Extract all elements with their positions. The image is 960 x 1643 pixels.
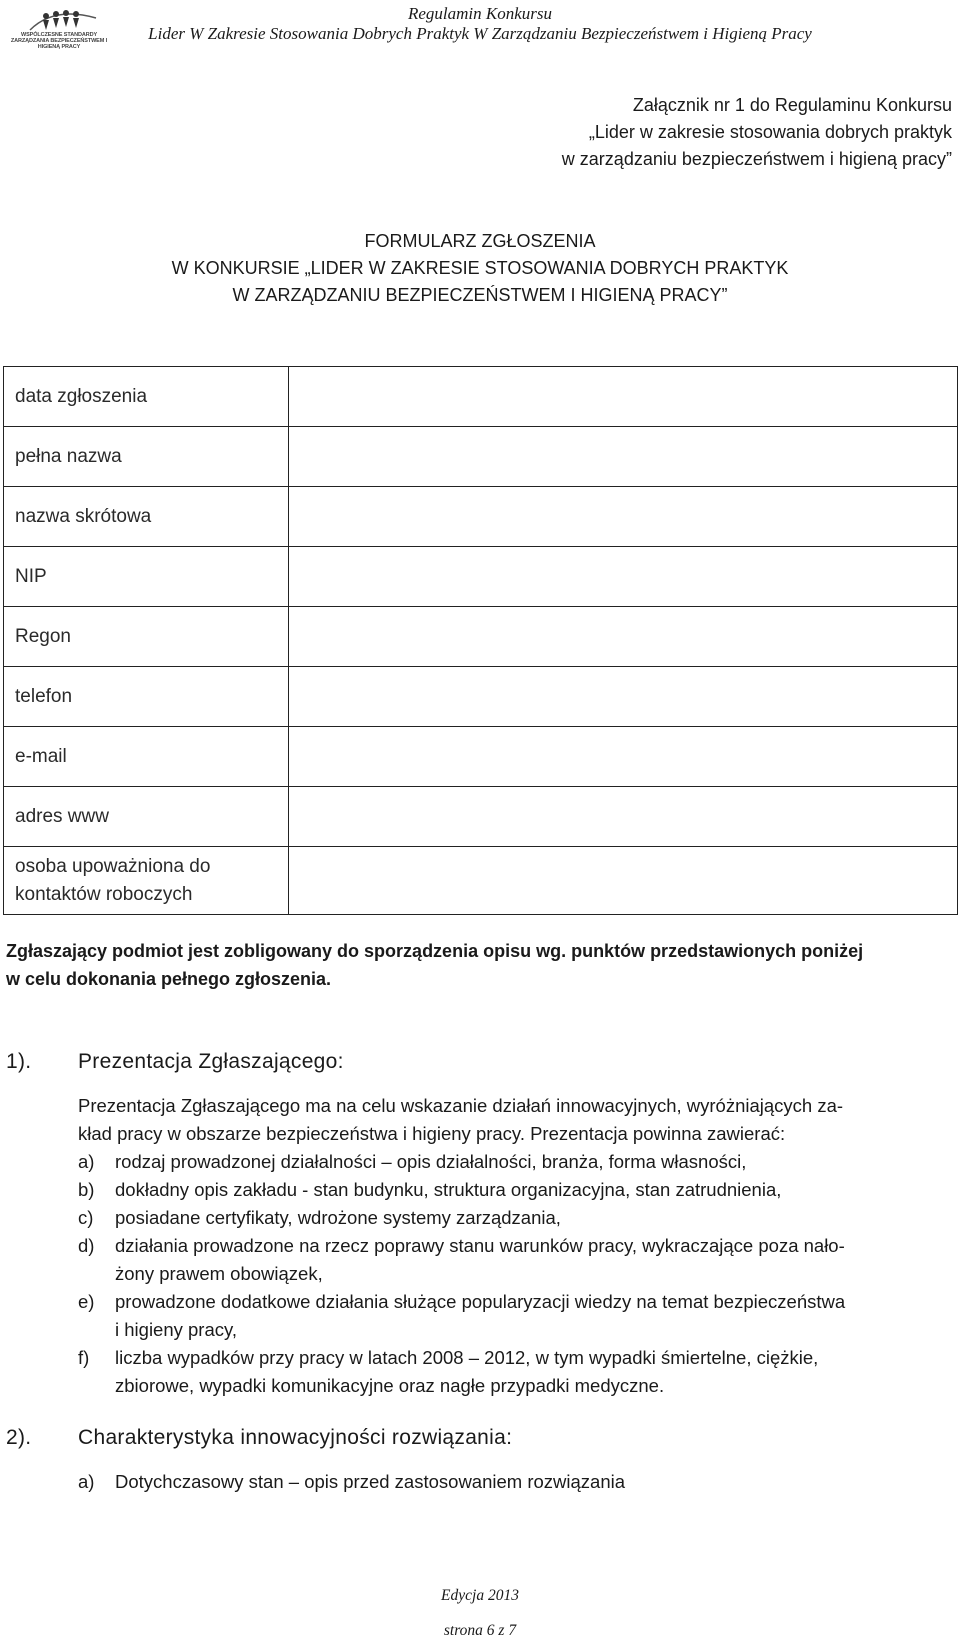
list-item (78, 1148, 948, 1176)
footer-page-number: strona 6 z 7 (443, 1622, 517, 1639)
field-nazwa-skrotowa[interactable] (289, 487, 958, 547)
field-email[interactable] (289, 727, 958, 787)
application-form-table (3, 366, 958, 915)
section-1-heading (6, 1050, 344, 1074)
list-marker: d) (78, 1235, 95, 1256)
attachment-line: „Lider w zakresie stosowania dobrych praktyk (588, 122, 952, 142)
list-marker: a) (78, 1151, 95, 1172)
list-text-continuation: zbiorowe, wypadki komunikacyjne oraz nagłe przypadki medyczne. (115, 1375, 665, 1396)
label-nazwa-skrotowa: nazwa skrótowa (4, 487, 289, 547)
form-title-line: FORMULARZ ZGŁOSZENIA (364, 231, 596, 251)
label-pelna-nazwa: pełna nazwa (4, 427, 289, 487)
field-data-zgloszenia[interactable] (289, 367, 958, 427)
section-1-intro (78, 1092, 948, 1148)
label-data-zgloszenia: data zgłoszenia (4, 367, 289, 427)
list-item (78, 1232, 948, 1288)
list-text: działania prowadzone na rzecz poprawy stanu warunków pracy, wykraczające poza nało- (115, 1235, 845, 1256)
list-text-continuation: i higieny pracy, (115, 1319, 238, 1340)
label-line: osoba upoważniona do (15, 855, 211, 877)
list-item (78, 1344, 948, 1400)
table-row (4, 727, 958, 787)
list-item (78, 1204, 948, 1232)
list-text: liczba wypadków przy pracy w latach 2008 – 2012, w tym wypadki śmiertelne, ciężkie, (115, 1347, 819, 1368)
list-item (78, 1176, 948, 1204)
label-adres-www: adres www (4, 787, 289, 847)
attachment-note (452, 92, 952, 173)
section-number: 1). (6, 1050, 32, 1073)
field-pelna-nazwa[interactable] (289, 427, 958, 487)
label-email: e-mail (4, 727, 289, 787)
list-text: prowadzone dodatkowe działania służące popularyzacji wiedzy na temat bezpieczeństwa (115, 1291, 846, 1312)
section-number: 2). (6, 1426, 32, 1449)
instruction-note (6, 937, 956, 993)
list-text: dokładny opis zakładu - stan budynku, struktura organizacyjna, stan zatrudnienia, (115, 1179, 782, 1200)
form-title-line: W KONKURSIE „LIDER W ZAKRESIE STOSOWANIA DOBRYCH PRAKTYK (171, 258, 789, 278)
table-row (4, 427, 958, 487)
label-telefon: telefon (4, 667, 289, 727)
section-2-heading (6, 1426, 512, 1450)
list-marker: c) (78, 1207, 94, 1228)
section-title: Prezentacja Zgłaszającego: (78, 1050, 344, 1073)
field-osoba-upowazniona[interactable] (289, 847, 958, 915)
table-row (4, 847, 958, 915)
list-item (78, 1468, 948, 1496)
paragraph-line: kład pracy w obszarze bezpieczeństwa i higieny pracy. Prezentacja powinna zawierać: (78, 1123, 786, 1144)
logo-text: WSPÓLCZESNE STANDARDY ZARZĄDZANIA BEZPIECZEŃSTWEM I HIGIENĄ PRACY (10, 32, 108, 50)
note-line: w celu dokonania pełnego zgłoszenia. (6, 969, 332, 989)
attachment-line: Załącznik nr 1 do Regulaminu Konkursu (632, 95, 952, 115)
form-title-line: W ZARZĄDZANIU BEZPIECZEŃSTWEM I HIGIENĄ PRACY” (232, 285, 728, 305)
list-text: posiadane certyfikaty, wdrożone systemy zarządzania, (115, 1207, 561, 1228)
list-text: Dotychczasowy stan – opis przed zastosowaniem rozwiązania (115, 1471, 626, 1492)
table-row (4, 667, 958, 727)
section-title: Charakterystyka innowacyjności rozwiązania: (78, 1426, 513, 1449)
label-osoba-upowazniona (4, 847, 289, 915)
table-row (4, 787, 958, 847)
list-marker: e) (78, 1291, 95, 1312)
footer-edition: Edycja 2013 (441, 1587, 519, 1604)
label-regon: Regon (4, 607, 289, 667)
list-text: rodzaj prowadzonej działalności – opis działalności, branża, forma własności, (115, 1151, 747, 1172)
list-item (78, 1288, 948, 1344)
table-row (4, 607, 958, 667)
field-telefon[interactable] (289, 667, 958, 727)
table-row (4, 547, 958, 607)
table-row (4, 367, 958, 427)
header-title: Regulamin Konkursu (407, 4, 553, 23)
label-nip: NIP (4, 547, 289, 607)
list-marker: b) (78, 1179, 95, 1200)
label-line: kontaktów roboczych (15, 883, 193, 905)
header-subtitle: Lider W Zakresie Stosowania Dobrych Praktyk W Zarządzaniu Bezpieczeństwem i Higieną Pracy (148, 24, 812, 43)
note-line: Zgłaszający podmiot jest zobligowany do sporządzenia opisu wg. punktów przedstawionych poniżej (6, 941, 864, 961)
paragraph-line: Prezentacja Zgłaszającego ma na celu wskazanie działań innowacyjnych, wyróżniających za- (78, 1095, 844, 1116)
list-text-continuation: żony prawem obowiązek, (115, 1263, 323, 1284)
list-marker: f) (78, 1347, 90, 1368)
form-title (0, 228, 960, 309)
table-row (4, 487, 958, 547)
field-regon[interactable] (289, 607, 958, 667)
field-nip[interactable] (289, 547, 958, 607)
field-adres-www[interactable] (289, 787, 958, 847)
attachment-line: w zarządzaniu bezpieczeństwem i higieną pracy” (561, 149, 952, 169)
list-marker: a) (78, 1471, 95, 1492)
